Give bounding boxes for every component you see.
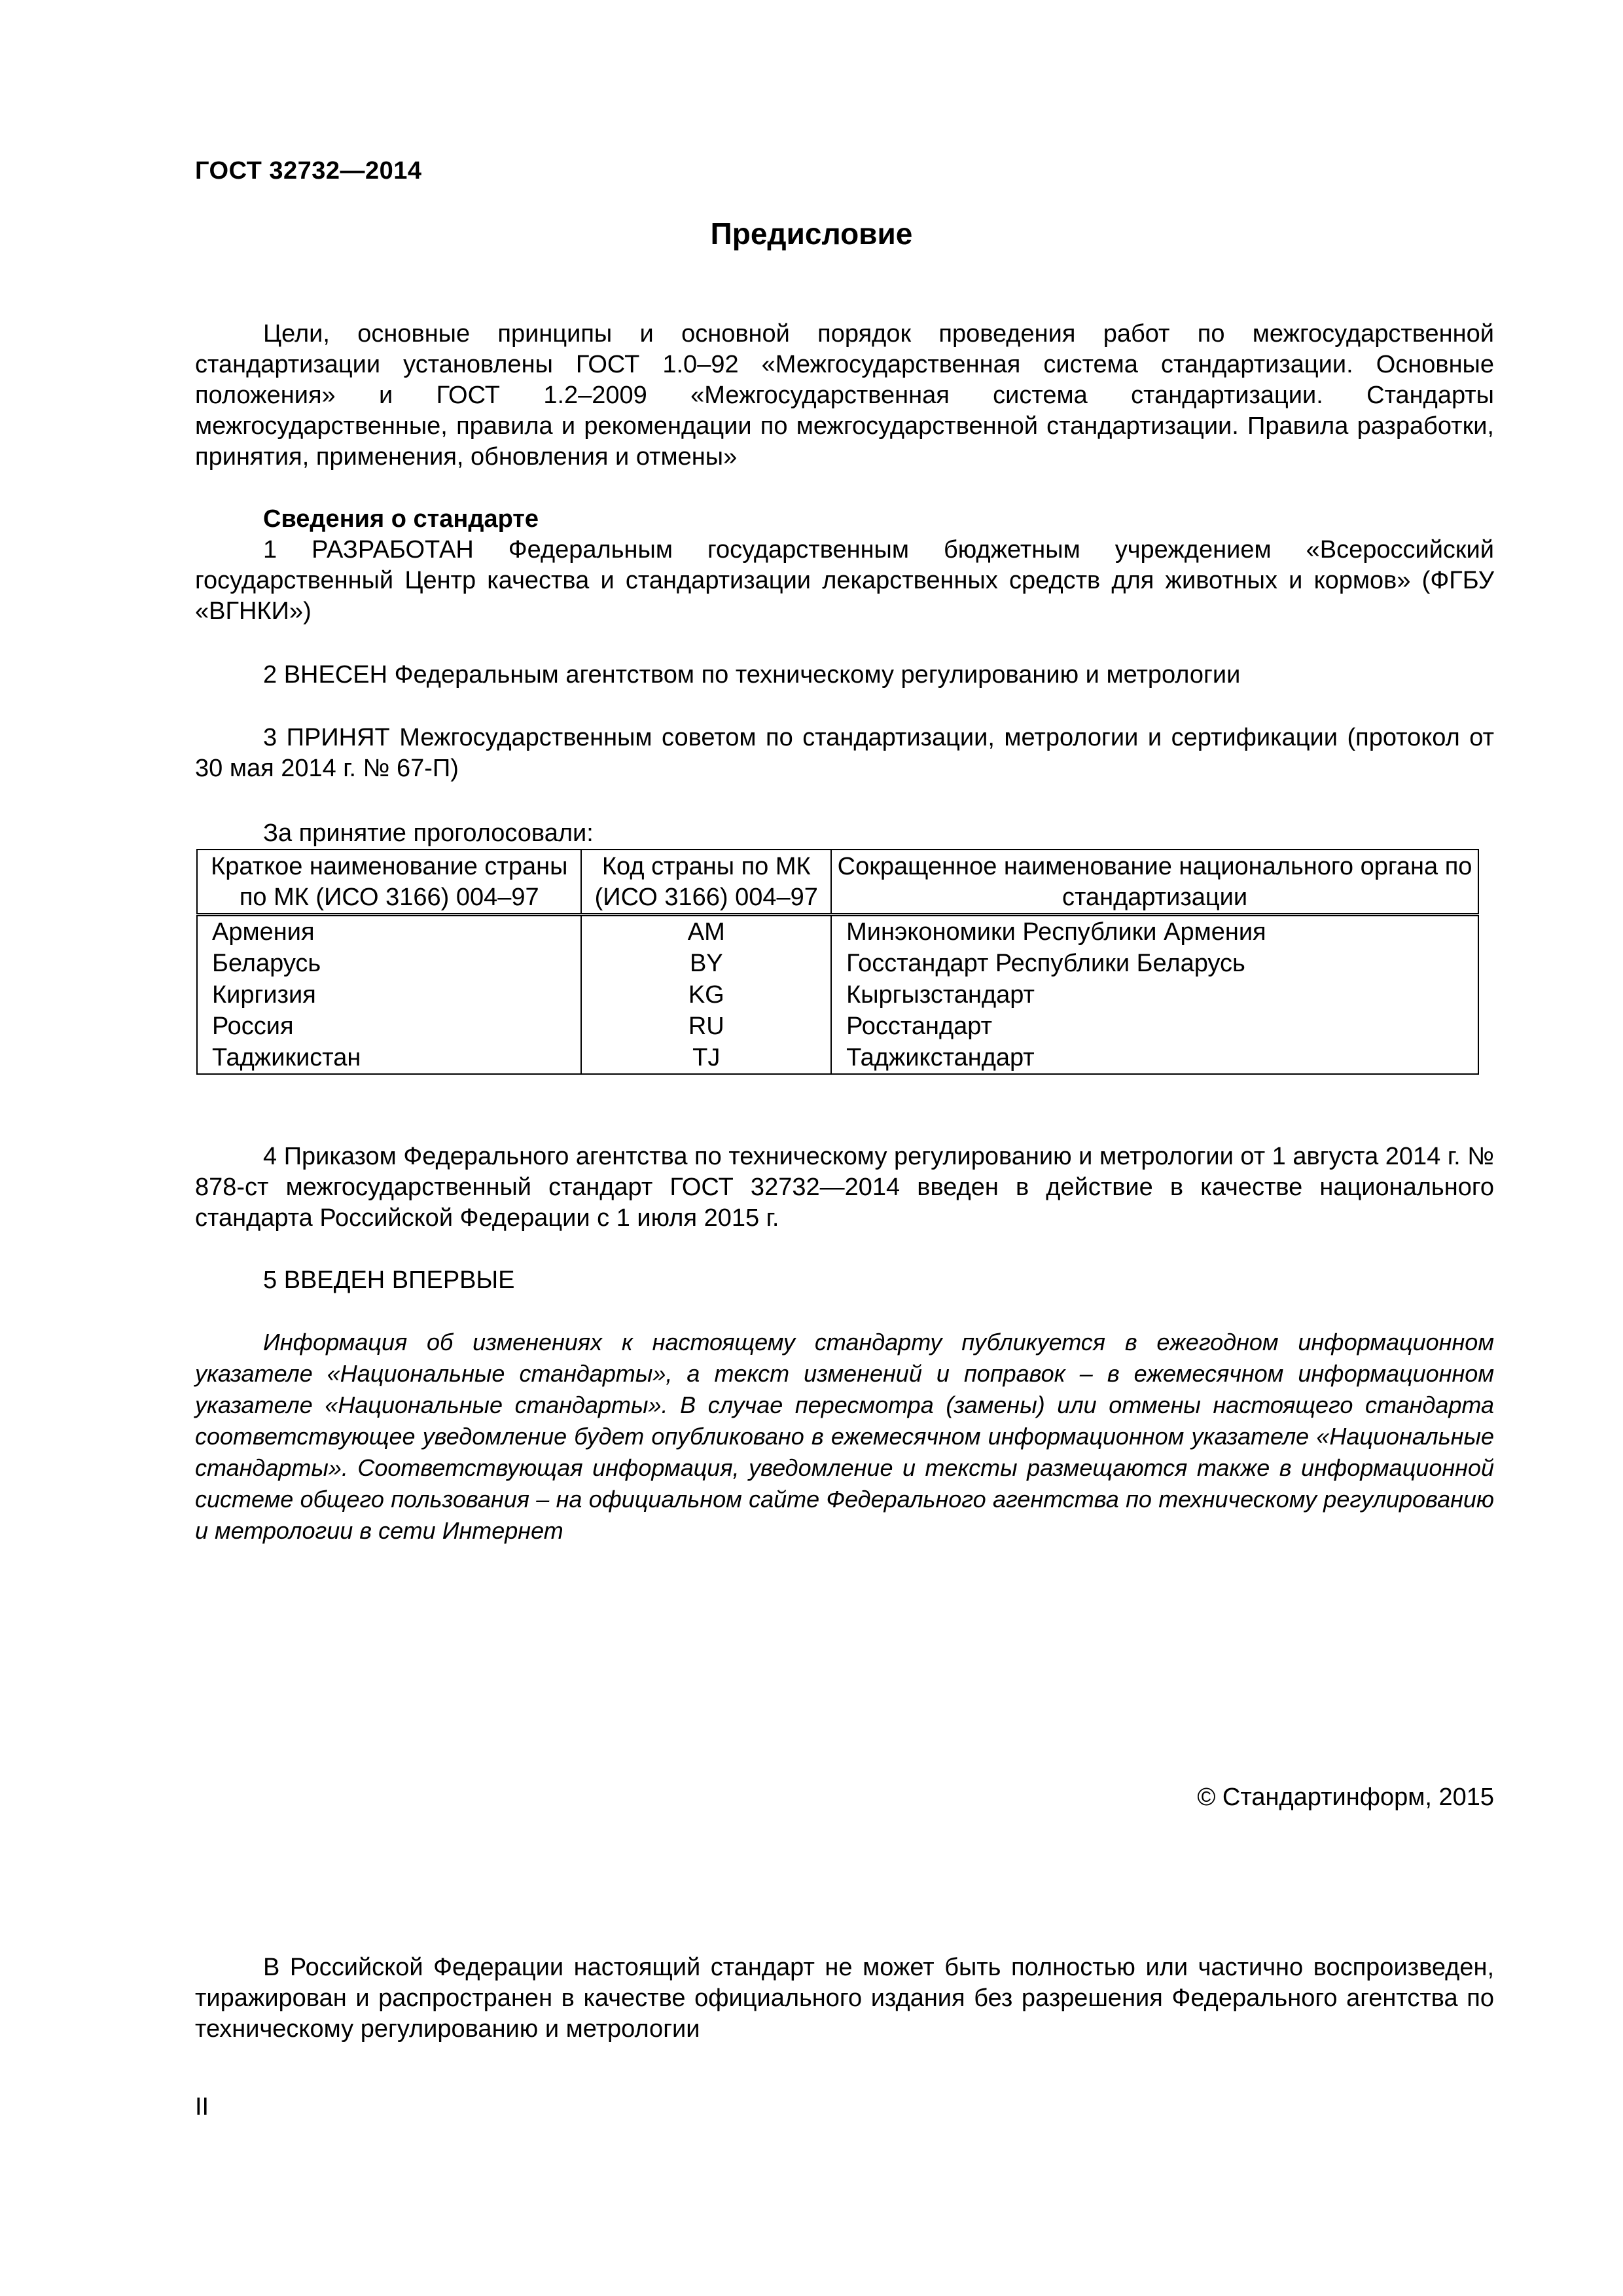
document-number-header: ГОСТ 32732—2014 xyxy=(195,157,422,185)
table-cell-code: RU xyxy=(581,1011,831,1042)
table-row xyxy=(197,979,1478,1011)
intro-paragraph: Цели, основные принципы и основной порядок проведения работ по межгосударственной стандартизации установлены ГОСТ 1.0–92 «Межгосударственная система стандартизации. Основные положения» и ГОСТ 1.2–2009 «Межгосударственная система стандартизации. Стандарты межгосударственные, правила и рекомендации по межгосударственной стандартизации. Правила разработки, принятия, применения, обновления и отмены» xyxy=(195,320,1494,471)
table-cell-code: TJ xyxy=(581,1042,831,1074)
page-title: Предисловие xyxy=(710,217,913,251)
voting-countries-table xyxy=(196,849,1479,1075)
standard-info-heading: Сведения о стандарте xyxy=(263,505,539,533)
page-number: II xyxy=(195,2093,209,2121)
standard-info-item-5: 5 ВВЕДЕН ВПЕРВЫЕ xyxy=(263,1266,515,1294)
standard-info-item-3: 3 ПРИНЯТ Межгосударственным советом по стандартизации, метрологии и сертификации (протокол от 30 мая 2014 г. № 67-П) xyxy=(195,724,1494,782)
standard-info-item-2: 2 ВНЕСЕН Федеральным агентством по техническому регулированию и метрологии xyxy=(263,661,1241,689)
table-cell-country: Армения xyxy=(197,915,581,948)
table-cell-code: KG xyxy=(581,979,831,1011)
standard-info-item-4: 4 Приказом Федерального агентства по техническому регулированию и метрологии от 1 августа 2014 г. № 878-ст межгосударственный стандарт ГОСТ 32732—2014 введен в действие в качестве национального стандарта Российской Федерации с 1 июля 2015 г. xyxy=(195,1143,1494,1232)
table-cell-body: Госстандарт Республики Беларусь xyxy=(831,948,1478,979)
table-row xyxy=(197,948,1478,979)
table-row xyxy=(197,1042,1478,1074)
table-cell-code: BY xyxy=(581,948,831,979)
table-cell-country: Россия xyxy=(197,1011,581,1042)
table-row xyxy=(197,1011,1478,1042)
standard-info-item-1: 1 РАЗРАБОТАН Федеральным государственным бюджетным учреждением «Всероссийский государственный Центр качества и стандартизации лекарственных средств для животных и кормов» (ФГБУ «ВГНКИ») xyxy=(195,536,1494,625)
table-header-country-code: Код страны по МК (ИСО 3166) 004–97 xyxy=(581,850,831,915)
table-cell-body: Кыргызстандарт xyxy=(831,979,1478,1011)
reproduction-notice: В Российской Федерации настоящий стандарт не может быть полностью или частично воспроизведен, тиражирован и распространен в качестве официального издания без разрешения Федерального агентства по техническому регулированию и метрологии xyxy=(195,1954,1494,2043)
table-row xyxy=(197,915,1478,948)
table-cell-country: Беларусь xyxy=(197,948,581,979)
table-cell-body: Таджикстандарт xyxy=(831,1042,1478,1074)
copyright-notice: © Стандартинформ, 2015 xyxy=(1197,1784,1494,1811)
table-cell-body: Минэкономики Республики Армения xyxy=(831,915,1478,948)
vote-label: За принятие проголосовали: xyxy=(263,819,594,847)
table-header-country-name: Краткое наименование страны по МК (ИСО 3166) 004–97 xyxy=(197,850,581,915)
table-cell-country: Таджикистан xyxy=(197,1042,581,1074)
table-cell-country: Киргизия xyxy=(197,979,581,1011)
table-cell-body: Росстандарт xyxy=(831,1011,1478,1042)
table-cell-code: AM xyxy=(581,915,831,948)
table-header-row xyxy=(197,850,1478,915)
table-header-national-body: Сокращенное наименование национального органа по стандартизации xyxy=(831,850,1478,915)
information-note: Информация об изменениях к настоящему стандарту публикуется в ежегодном информационном указателе «Национальные стандарты», а текст изменений и поправок – в ежемесячном информационном указателе «Национальные стандарты». В случае пересмотра (замены) или отмены настоящего стандарта соответствующее уведомление будет опубликовано в ежемесячном информационном указателе «Национальные стандарты». Соответствующая информация, уведомление и тексты размещаются также в информационной системе общего пользования – на официальном сайте Федерального агентства по техническому регулированию и метрологии в сети Интернет xyxy=(195,1329,1494,1544)
